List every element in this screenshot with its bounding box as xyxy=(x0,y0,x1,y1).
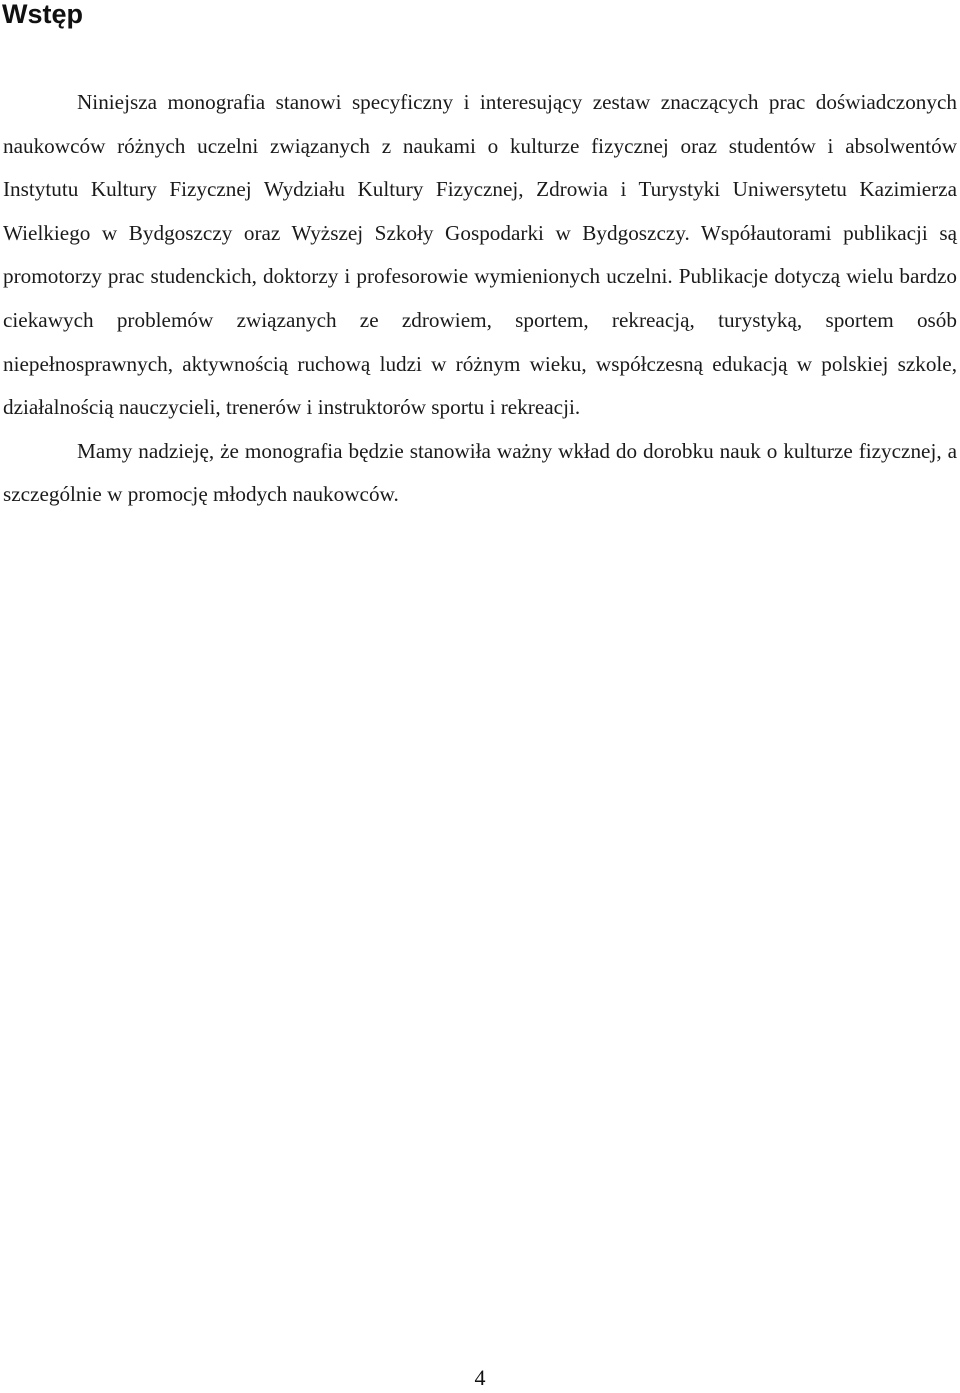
page-title: Wstęp xyxy=(2,0,83,29)
paragraph-intro: Niniejsza monografia stanowi specyficzny i interesujący zestaw znaczących prac doświadczonych naukowców różnych uczelni związanych z naukami o kulturze fizycznej oraz studentów i absolwentów Instytutu Kultury Fizycznej Wydziału Kultury Fizycznej, Zdrowia i Turystyki Uniwersytetu Kazimierza Wielkiego w Bydgoszczy oraz Wyższej Szkoły Gospodarki w Bydgoszczy. Współautorami publikacji są promotorzy prac studenckich, doktorzy i profesorowie wymienionych uczelni. Publikacje dotyczą wielu bardzo ciekawych problemów związanych ze zdrowiem, sportem, rekreacją, turystyką, sportem osób niepełnosprawnych, aktywnością ruchową ludzi w różnym wieku, współczesną edukacją w polskiej szkole, działalnością nauczycieli, trenerów i instruktorów sportu i rekreacji. xyxy=(3,90,957,420)
body-text xyxy=(3,81,957,517)
paragraph-closing: Mamy nadzieję, że monografia będzie stanowiła ważny wkład do dorobku nauk o kulturze fizycznej, a szczególnie w promocję młodych naukowców. xyxy=(3,438,957,507)
page-number: 4 xyxy=(474,1365,486,1390)
